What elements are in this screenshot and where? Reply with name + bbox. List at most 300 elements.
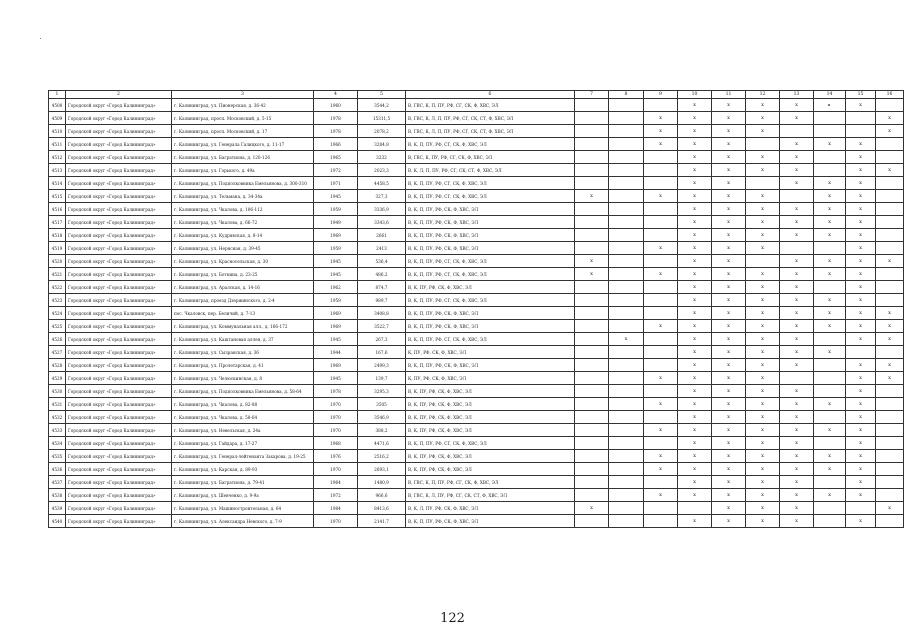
year-cell: 1969 (314, 307, 358, 320)
record-number-cell: 4534 (49, 437, 66, 450)
mark-cell: x (678, 359, 712, 372)
area-cell: 3544,2 (358, 99, 406, 112)
mark-cell: x (780, 489, 814, 502)
mark-cell (876, 424, 904, 437)
year-cell: 1960 (314, 99, 358, 112)
mark-cell (876, 229, 904, 242)
mark-cell (876, 151, 904, 164)
area-cell: 486,2 (358, 268, 406, 281)
year-cell: 1971 (314, 177, 358, 190)
mark-cell (876, 281, 904, 294)
mark-cell (644, 281, 678, 294)
mark-cell (575, 515, 609, 528)
mark-cell: x (644, 190, 678, 203)
mark-cell: x (712, 346, 746, 359)
mark-cell: x (678, 242, 712, 255)
mark-cell: x (780, 112, 814, 125)
mark-cell (575, 281, 609, 294)
record-number-cell: 4520 (49, 255, 66, 268)
mark-cell: x (746, 151, 780, 164)
mark-cell (575, 138, 609, 151)
area-cell: 139,7 (358, 372, 406, 385)
mark-cell: x (780, 437, 814, 450)
mark-cell (846, 346, 876, 359)
works-list-cell: В, К, П, ПУ, РФ, СК, Ф, ХВС, ЭЛ (406, 203, 575, 216)
mark-cell: x (814, 138, 846, 151)
mark-cell: x (746, 333, 780, 346)
mark-cell: x (575, 190, 609, 203)
mark-cell (780, 125, 814, 138)
mark-cell: x (846, 463, 876, 476)
mark-cell: x (876, 164, 904, 177)
record-number-cell: 4516 (49, 203, 66, 216)
record-number-cell: 4527 (49, 346, 66, 359)
mark-cell: x (678, 177, 712, 190)
area-cell: 989,7 (358, 294, 406, 307)
mark-cell: x (746, 294, 780, 307)
mark-cell: x (780, 164, 814, 177)
owner-cell: Городской округ «Город Калининград» (66, 294, 172, 307)
mark-cell: x (678, 294, 712, 307)
mark-cell: x (712, 294, 746, 307)
mark-cell (609, 294, 644, 307)
mark-cell (644, 476, 678, 489)
mark-cell (609, 359, 644, 372)
scan-speck (828, 104, 830, 106)
housing-register-table (48, 90, 904, 528)
year-cell: 1970 (314, 398, 358, 411)
address-cell: г. Калининград, проезд Дзержинского, д. 2-4 (172, 294, 314, 307)
mark-cell (814, 125, 846, 138)
mark-cell (609, 424, 644, 437)
address-cell: г. Калининград, ул. Красносельская, д. 30 (172, 255, 314, 268)
mark-cell: x (814, 216, 846, 229)
address-cell: г. Калининград, ул. Кудрявская, д. 8-14 (172, 229, 314, 242)
address-cell: г. Калининград, ул. Багратиона, д. 79-41 (172, 476, 314, 489)
mark-cell: x (678, 333, 712, 346)
mark-cell: x (780, 177, 814, 190)
area-cell: 1480,9 (358, 476, 406, 489)
mark-cell (780, 372, 814, 385)
mark-cell (575, 151, 609, 164)
mark-cell (575, 333, 609, 346)
area-cell: 3336,9 (358, 203, 406, 216)
record-number-cell: 4533 (49, 424, 66, 437)
mark-cell: x (678, 320, 712, 333)
mark-cell (609, 281, 644, 294)
column-number-header: 7 (575, 91, 609, 99)
mark-cell: x (712, 99, 746, 112)
mark-cell: x (780, 385, 814, 398)
mark-cell (575, 385, 609, 398)
table-row (49, 489, 904, 502)
works-list-cell: В, К, П, ПУ, РФ, СК, Ф, ХВС, ЭЛ (406, 242, 575, 255)
address-cell: г. Калининград, ул. Генерала Галицкого, д. 11-17 (172, 138, 314, 151)
year-cell: 1945 (314, 190, 358, 203)
mark-cell: x (814, 320, 846, 333)
works-list-cell: В, К, П, ПУ, РФ, СК, Ф, ХВС, ЭЛ (406, 515, 575, 528)
mark-cell (609, 125, 644, 138)
works-list-cell: В, К, П, ПУ, РФ, СГ, СК, Ф, ХВС, ЭЛ (406, 333, 575, 346)
address-cell: г. Калининград, ул. Чкалова, д. 58-64 (172, 411, 314, 424)
address-cell: г. Калининград, ул. Горького, д. 49а (172, 164, 314, 177)
record-number-cell: 4528 (49, 359, 66, 372)
mark-cell (575, 177, 609, 190)
address-cell: г. Калининград, ул. Карская, д. 89-93 (172, 463, 314, 476)
owner-cell: Городской округ «Город Калининград» (66, 450, 172, 463)
mark-cell (876, 346, 904, 359)
mark-cell (609, 268, 644, 281)
owner-cell: Городской округ «Город Калининград» (66, 372, 172, 385)
mark-cell: x (678, 307, 712, 320)
works-list-cell: В, К, П, ПУ, РФ, СГ, СК, Ф, ХВС, ЭЛ (406, 437, 575, 450)
mark-cell (575, 346, 609, 359)
mark-cell (644, 255, 678, 268)
address-cell: г. Калининград, ул. Багратиона, д. 120-126 (172, 151, 314, 164)
mark-cell: x (846, 489, 876, 502)
owner-cell: Городской округ «Город Калининград» (66, 281, 172, 294)
mark-cell: x (712, 476, 746, 489)
works-list-cell: В, ГВС, К, Л, ПУ, РФ, СГ, СК, СТ, Ф, ХВС, ЭЛ (406, 489, 575, 502)
area-cell: 15311,5 (358, 112, 406, 125)
mark-cell: x (780, 502, 814, 515)
record-number-cell: 4532 (49, 411, 66, 424)
mark-cell (575, 372, 609, 385)
mark-cell: x (780, 411, 814, 424)
owner-cell: Городской округ «Город Калининград» (66, 307, 172, 320)
table-row (49, 177, 904, 190)
mark-cell: x (746, 359, 780, 372)
table-row (49, 437, 904, 450)
year-cell: 1959 (314, 242, 358, 255)
mark-cell: x (678, 411, 712, 424)
works-list-cell: В, К, П, ПУ, РФ, СГ, СК, Ф, ХВС, ЭЛ (406, 177, 575, 190)
mark-cell (814, 411, 846, 424)
works-list-cell: В, ГВС, К, Л, П, ПУ, РФ, СГ, СК, СТ, Ф, ХВС, ЭЛ (406, 125, 575, 138)
mark-cell: x (846, 359, 876, 372)
table-row (49, 242, 904, 255)
area-cell: 536,4 (358, 255, 406, 268)
works-list-cell: В, К, П, ПУ, РФ, СК, Ф, ХВС, ЭЛ (406, 307, 575, 320)
mark-cell (876, 398, 904, 411)
mark-cell: x (712, 138, 746, 151)
address-cell: г. Калининград, ул. Коммунальная алл., д. 166-172 (172, 320, 314, 333)
mark-cell: x (780, 424, 814, 437)
year-cell: 1945 (314, 268, 358, 281)
table-row (49, 450, 904, 463)
mark-cell: x (678, 255, 712, 268)
year-cell: 1964 (314, 476, 358, 489)
area-cell: 3284,8 (358, 138, 406, 151)
mark-cell (644, 359, 678, 372)
owner-cell: Городской округ «Город Калининград» (66, 138, 172, 151)
works-list-cell: В, К, ПУ, РФ, СК, Ф, ХВС, ЭЛ (406, 385, 575, 398)
mark-cell (876, 489, 904, 502)
mark-cell: x (712, 502, 746, 515)
owner-cell: Городской округ «Город Калининград» (66, 99, 172, 112)
mark-cell (876, 216, 904, 229)
mark-cell (644, 307, 678, 320)
area-cell: 2693,1 (358, 463, 406, 476)
mark-cell: x (846, 385, 876, 398)
mark-cell: x (814, 398, 846, 411)
table-row (49, 398, 904, 411)
mark-cell (575, 112, 609, 125)
mark-cell: x (780, 151, 814, 164)
mark-cell: x (712, 268, 746, 281)
year-cell: 1969 (314, 359, 358, 372)
mark-cell: x (678, 229, 712, 242)
mark-cell: x (746, 216, 780, 229)
address-cell: г. Калининград, ул. Подполковника Емельянова, д. 300-310 (172, 177, 314, 190)
owner-cell: Городской округ «Город Калининград» (66, 255, 172, 268)
year-cell: 1970 (314, 463, 358, 476)
mark-cell: x (814, 424, 846, 437)
mark-cell: x (678, 385, 712, 398)
mark-cell: x (644, 242, 678, 255)
table-row (49, 294, 904, 307)
address-cell: г. Калининград, ул. Пролетарская, д. 41 (172, 359, 314, 372)
owner-cell: Городской округ «Город Калининград» (66, 502, 172, 515)
mark-cell: x (780, 346, 814, 359)
mark-cell (780, 242, 814, 255)
works-list-cell: В, ГВС, К, П, ПУ, РФ, СГ, СК, Ф, ХВС, ЭЛ (406, 99, 575, 112)
table-row (49, 424, 904, 437)
mark-cell: x (678, 515, 712, 528)
table-row (49, 268, 904, 281)
mark-cell (846, 112, 876, 125)
mark-cell: x (846, 151, 876, 164)
mark-cell: x (814, 203, 846, 216)
mark-cell (644, 346, 678, 359)
mark-cell: x (876, 333, 904, 346)
mark-cell: x (876, 359, 904, 372)
mark-cell: x (876, 125, 904, 138)
address-cell: г. Калининград, ул. Чкалова, д. 106-112 (172, 203, 314, 216)
mark-cell: x (678, 190, 712, 203)
mark-cell (876, 242, 904, 255)
mark-cell: x (746, 203, 780, 216)
mark-cell (575, 164, 609, 177)
record-number-cell: 4536 (49, 463, 66, 476)
table-row (49, 411, 904, 424)
owner-cell: Городской округ «Город Калининград» (66, 346, 172, 359)
owner-cell: Городской округ «Город Калининград» (66, 463, 172, 476)
address-cell: г. Калининград, ул. Пионерская, д. 36-42 (172, 99, 314, 112)
record-number-cell: 4526 (49, 333, 66, 346)
mark-cell: x (746, 450, 780, 463)
mark-cell: x (712, 424, 746, 437)
mark-cell: x (678, 476, 712, 489)
mark-cell (575, 294, 609, 307)
mark-cell: x (644, 398, 678, 411)
year-cell: 1945 (314, 333, 358, 346)
mark-cell: x (712, 372, 746, 385)
mark-cell (846, 125, 876, 138)
mark-cell: x (746, 242, 780, 255)
mark-cell (609, 502, 644, 515)
mark-cell (876, 476, 904, 489)
table-row (49, 515, 904, 528)
mark-cell: x (876, 320, 904, 333)
mark-cell (575, 125, 609, 138)
mark-cell (814, 515, 846, 528)
mark-cell (876, 268, 904, 281)
mark-cell: x (746, 268, 780, 281)
works-list-cell: В, К, П, ПУ, РФ, СК, Ф, ХВС, ЭЛ (406, 320, 575, 333)
mark-cell: x (609, 333, 644, 346)
works-list-cell: В, К, П, ПУ, РФ, СГ, СК, Ф, ХВС, ЭЛ (406, 138, 575, 151)
mark-cell: x (712, 216, 746, 229)
table-row (49, 463, 904, 476)
mark-cell: x (644, 424, 678, 437)
address-cell: г. Калининград, ул. Гайдара, д. 17-27 (172, 437, 314, 450)
mark-cell: x (814, 450, 846, 463)
mark-cell: x (814, 190, 846, 203)
table-row (49, 203, 904, 216)
record-number-cell: 4513 (49, 164, 66, 177)
works-list-cell: В, ГВС, К, П, ПУ, РФ, СГ, СК, Ф, ХВС, ЭЛ (406, 476, 575, 489)
mark-cell (575, 99, 609, 112)
year-cell: 1984 (314, 502, 358, 515)
mark-cell: x (712, 229, 746, 242)
mark-cell: x (814, 463, 846, 476)
mark-cell: x (678, 281, 712, 294)
table-row (49, 502, 904, 515)
mark-cell: x (644, 372, 678, 385)
mark-cell (609, 216, 644, 229)
mark-cell: x (876, 372, 904, 385)
record-number-cell: 4514 (49, 177, 66, 190)
mark-cell (609, 398, 644, 411)
column-number-header: 15 (846, 91, 876, 99)
mark-cell (609, 190, 644, 203)
scan-speck (40, 38, 41, 39)
works-list-cell: В, К, П, ПУ, РФ, СК, Ф, ХВС, ЭЛ (406, 216, 575, 229)
mark-cell (814, 281, 846, 294)
mark-cell: x (712, 320, 746, 333)
mark-cell: x (712, 411, 746, 424)
area-cell: 4471,6 (358, 437, 406, 450)
mark-cell (575, 476, 609, 489)
mark-cell: x (780, 333, 814, 346)
works-list-cell: В, ГВС, К, Л, П, ПУ, РФ, СГ, СК, СТ, Ф, ХВС, ЭЛ (406, 112, 575, 125)
address-cell: г. Калининград, ул. Генерал-лейтенанта Захарова, д. 19-25 (172, 450, 314, 463)
year-cell: 1970 (314, 411, 358, 424)
mark-cell: x (678, 463, 712, 476)
mark-cell (746, 138, 780, 151)
owner-cell: Городской округ «Город Калининград» (66, 177, 172, 190)
works-list-cell: В, К, ПУ, РФ, СК, Ф, ХВС, ЭЛ (406, 398, 575, 411)
mark-cell: x (746, 320, 780, 333)
mark-cell: x (846, 424, 876, 437)
mark-cell (575, 242, 609, 255)
year-cell: 1944 (314, 346, 358, 359)
mark-cell (814, 437, 846, 450)
mark-cell: x (712, 450, 746, 463)
mark-cell: x (746, 307, 780, 320)
column-number-header: 6 (406, 91, 575, 99)
mark-cell: x (780, 203, 814, 216)
table-row (49, 112, 904, 125)
works-list-cell: В, К, П, ПУ, РФ, СК, Ф, ХВС, ЭЛ (406, 229, 575, 242)
mark-cell: x (678, 437, 712, 450)
mark-cell: x (712, 385, 746, 398)
mark-cell (814, 476, 846, 489)
owner-cell: Городской округ «Город Калининград» (66, 190, 172, 203)
mark-cell: x (846, 242, 876, 255)
mark-cell: x (746, 372, 780, 385)
owner-cell: Городской округ «Город Калининград» (66, 398, 172, 411)
owner-cell: Городской округ «Город Калининград» (66, 411, 172, 424)
mark-cell: x (814, 177, 846, 190)
mark-cell: x (746, 437, 780, 450)
mark-cell (876, 515, 904, 528)
table-row (49, 138, 904, 151)
mark-cell (609, 489, 644, 502)
mark-cell: x (712, 437, 746, 450)
mark-cell (575, 424, 609, 437)
year-cell: 1959 (314, 203, 358, 216)
mark-cell: x (746, 398, 780, 411)
mark-cell (746, 255, 780, 268)
header-row (49, 91, 904, 99)
record-number-cell: 4531 (49, 398, 66, 411)
mark-cell: x (814, 255, 846, 268)
mark-cell: x (846, 203, 876, 216)
mark-cell: x (678, 203, 712, 216)
address-cell: пос. Чкаловск, пер. Беличий, д. 7-13 (172, 307, 314, 320)
address-cell: г. Калининград, ул. Шевченко, д. 9-9а (172, 489, 314, 502)
address-cell: г. Калининград, ул. Челюскинская, д. 8 (172, 372, 314, 385)
mark-cell: x (780, 450, 814, 463)
table-row (49, 229, 904, 242)
area-cell: 3232 (358, 151, 406, 164)
table-row (49, 99, 904, 112)
page-number: 122 (440, 611, 465, 626)
year-cell: 1968 (314, 437, 358, 450)
area-cell: 388,2 (358, 424, 406, 437)
year-cell: 1970 (314, 515, 358, 528)
mark-cell: x (846, 216, 876, 229)
mark-cell (575, 463, 609, 476)
year-cell: 1978 (314, 125, 358, 138)
mark-cell: x (678, 112, 712, 125)
mark-cell: x (846, 229, 876, 242)
year-cell: 1972 (314, 164, 358, 177)
year-cell: 1945 (314, 372, 358, 385)
address-cell: г. Калининград, ул. Подполковника Емельянова, д. 58-64 (172, 385, 314, 398)
mark-cell (814, 385, 846, 398)
mark-cell: x (746, 502, 780, 515)
address-cell: г. Калининград, ул. Аралская, д. 14-16 (172, 281, 314, 294)
table-row (49, 333, 904, 346)
year-cell: 1965 (314, 151, 358, 164)
area-cell: 874,7 (358, 281, 406, 294)
mark-cell (644, 411, 678, 424)
mark-cell (876, 463, 904, 476)
record-number-cell: 4524 (49, 307, 66, 320)
mark-cell: x (678, 138, 712, 151)
mark-cell: x (746, 515, 780, 528)
column-number-header: 2 (66, 91, 172, 99)
mark-cell (609, 450, 644, 463)
mark-cell: x (814, 229, 846, 242)
works-list-cell: В, К, П, ПУ, РФ, СГ, СК, Ф, ХВС, ЭЛ (406, 294, 575, 307)
mark-cell: x (746, 346, 780, 359)
address-cell: г. Калининград, ул. Чкалова, д. 82-88 (172, 398, 314, 411)
mark-cell (644, 294, 678, 307)
